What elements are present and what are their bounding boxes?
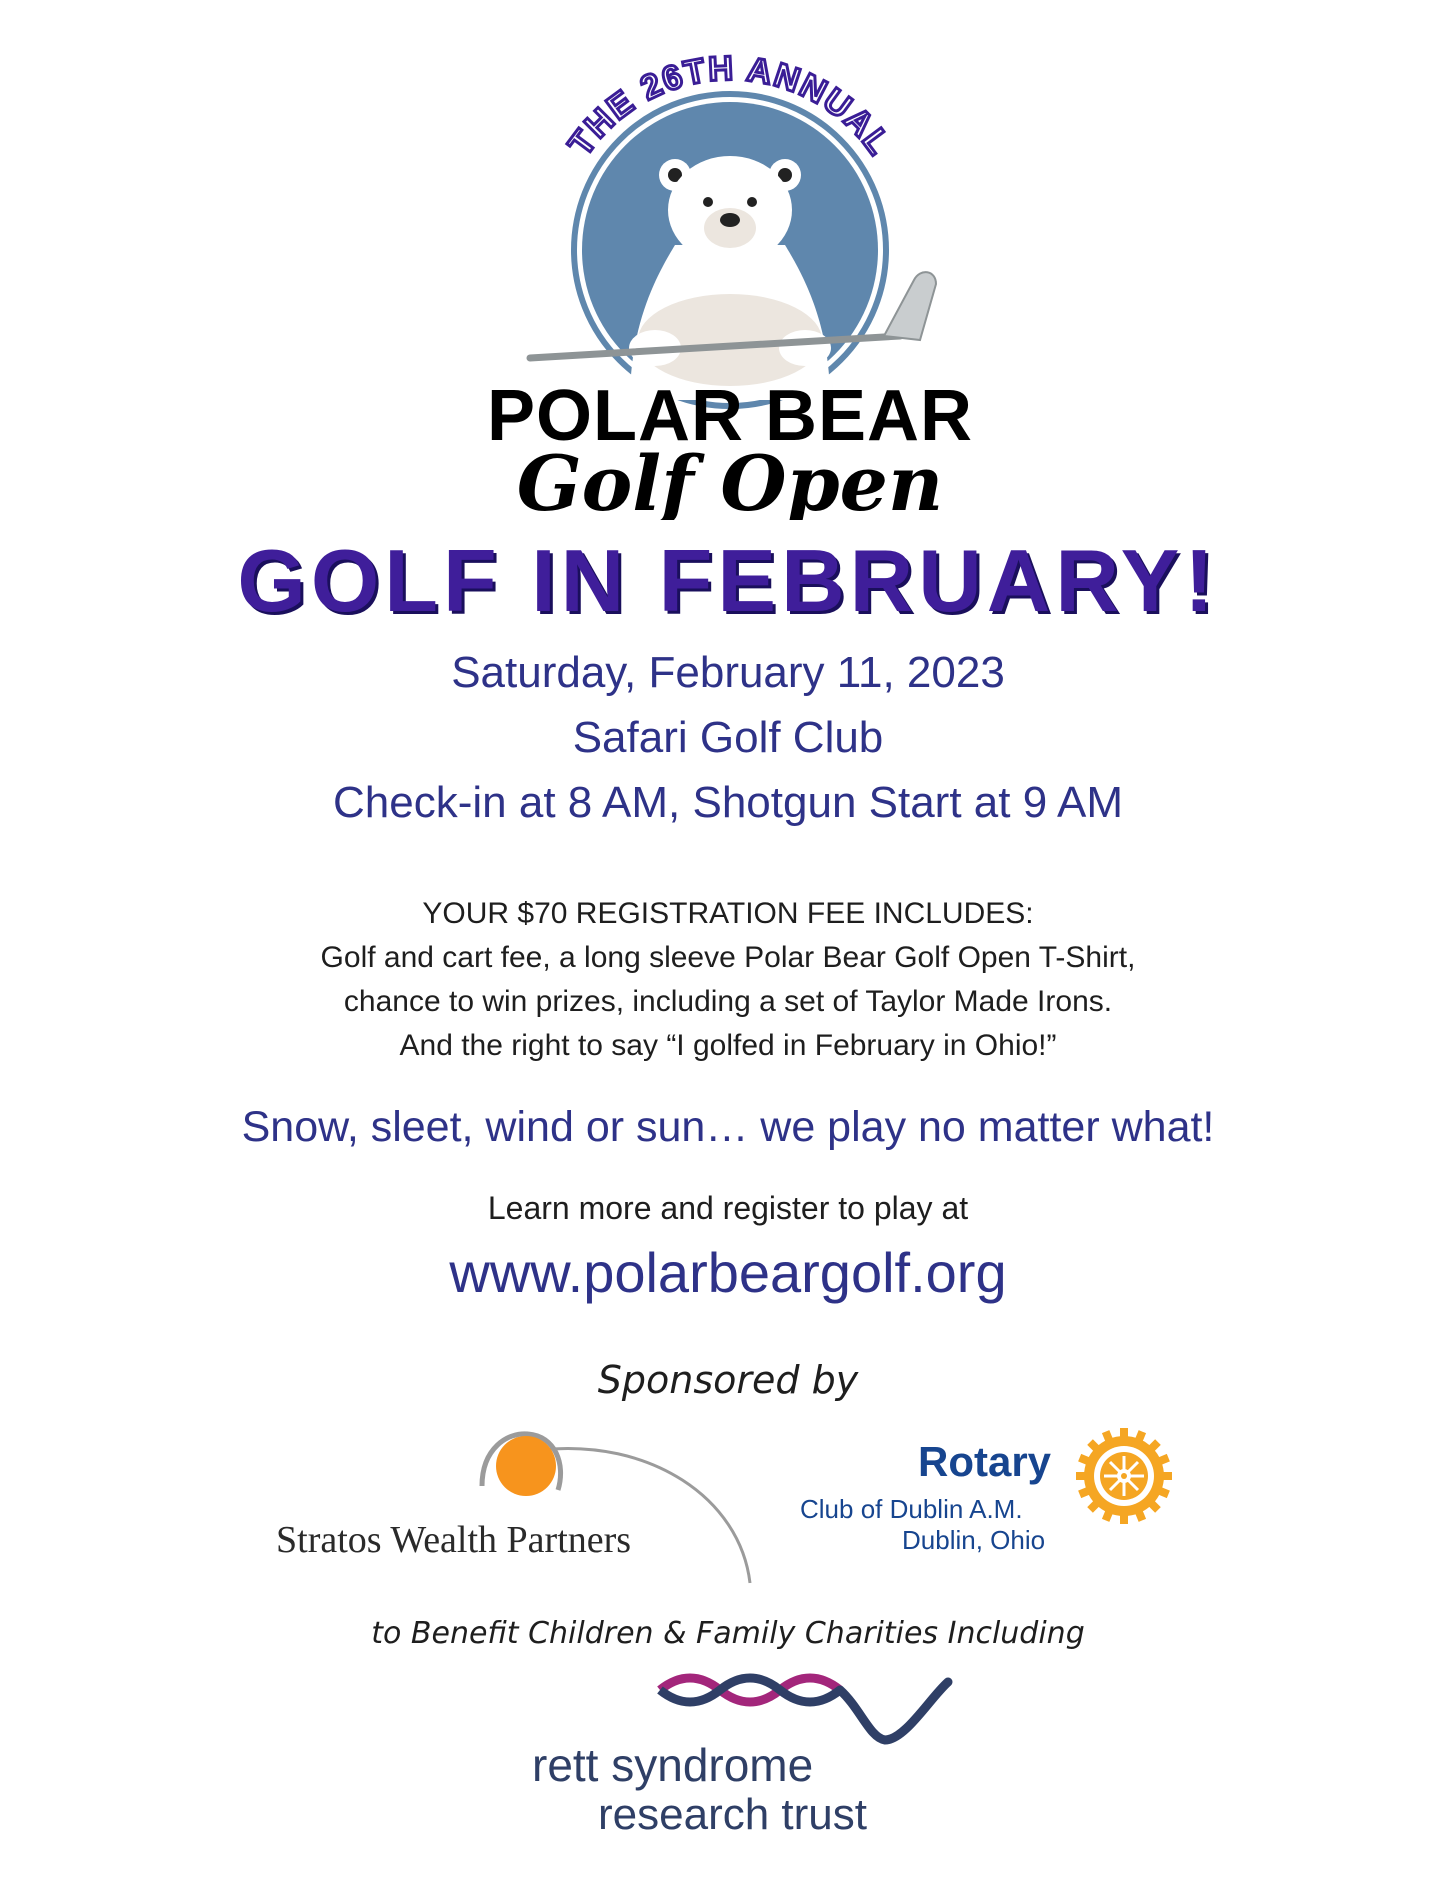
rett-logo: [520, 1668, 960, 1868]
logo-edition-text: THE 26TH ANNUAL: [561, 49, 899, 163]
dna-helix-icon: [520, 1668, 960, 1748]
event-venue: Safari Golf Club: [572, 713, 884, 762]
stratos-mark-icon: [270, 1418, 770, 1588]
rotary-club-line: Club of Dublin A.M.: [800, 1494, 1023, 1524]
event-logo: [480, 40, 980, 520]
stratos-logo: [270, 1418, 770, 1588]
registration-fee-block: [0, 892, 1456, 1068]
headline: GOLF IN FEBRUARY!: [237, 531, 1219, 630]
logo-name-line1: POLAR BEAR: [486, 376, 974, 456]
register-url-link[interactable]: www.polarbeargolf.org: [449, 1241, 1007, 1304]
event-date: Saturday, February 11, 2023: [451, 648, 1005, 697]
beneficiary-heading: to Benefit Children & Family Charities Including: [371, 1616, 1085, 1651]
event-schedule: Check-in at 8 AM, Shotgun Start at 9 AM: [333, 778, 1123, 827]
tagline: Snow, sleet, wind or sun… we play no matter what!: [241, 1103, 1215, 1151]
fee-heading: YOUR $70 REGISTRATION FEE INCLUDES:: [422, 897, 1034, 930]
rotary-name: Rotary: [918, 1438, 1052, 1485]
rotary-logo: [798, 1428, 1188, 1568]
stratos-name: Stratos Wealth Partners: [276, 1519, 632, 1561]
fee-line: And the right to say “I golfed in February in Ohio!”: [399, 1029, 1057, 1062]
register-prompt: Learn more and register to play at: [487, 1190, 969, 1226]
rotary-wheel-icon: [1076, 1428, 1172, 1524]
sponsors-heading: Sponsored by: [597, 1358, 859, 1402]
logo-name-line2: Golf Open: [516, 439, 944, 520]
rett-line2: research trust: [598, 1790, 867, 1839]
fee-line: chance to win prizes, including a set of Taylor Made Irons.: [343, 985, 1113, 1018]
rotary-city-line: Dublin, Ohio: [902, 1525, 1046, 1555]
rett-line1: rett syndrome: [532, 1739, 814, 1791]
fee-line: Golf and cart fee, a long sleeve Polar Bear Golf Open T-Shirt,: [320, 941, 1136, 974]
logo-artwork: [480, 40, 980, 520]
